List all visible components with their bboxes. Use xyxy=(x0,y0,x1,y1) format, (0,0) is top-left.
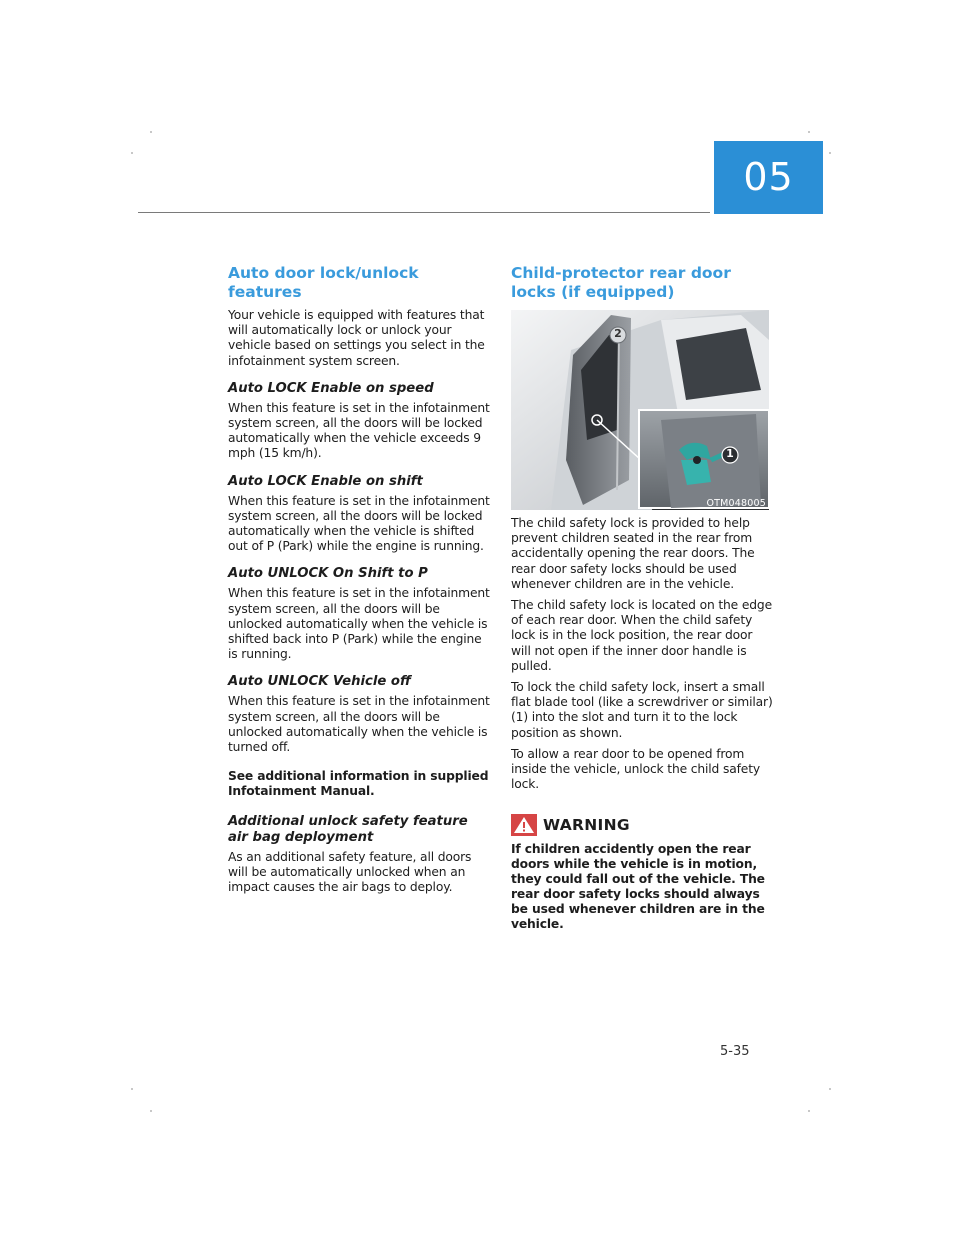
paragraph-unlock-shift-to-p: When this feature is set in the infotainment system screen, all the doors will be unlocked automatically when the vehicle is shifted back into P (Park) while the engine is running. xyxy=(228,586,490,662)
paragraph-unlock-vehicle-off: When this feature is set in the infotainment system screen, all the doors will be unlocked automatically when the vehicle is turned off. xyxy=(228,694,490,755)
subheading-lock-on-speed: Auto LOCK Enable on speed xyxy=(228,380,434,396)
crop-mark xyxy=(808,131,810,133)
section-title-auto-door-lock: Auto door lock/unlock features xyxy=(228,264,419,301)
paragraph-child-lock-purpose: The child safety lock is provided to help prevent children seated in the rear from accidentally opening the rear doors. The rear door safety locks should be used whenever children are in the vehicle. xyxy=(511,516,755,591)
crop-mark xyxy=(829,152,831,154)
warning-text: If children accidently open the rear doors while the vehicle is in motion, they could fall out of the vehicle. The rear door safety locks should always be used whenever children are in the vehicle. xyxy=(511,842,765,932)
child-lock-illustration xyxy=(511,310,769,510)
intro-paragraph: Your vehicle is equipped with features that will automatically lock or unlock your vehicle based on settings you select in the infotainment system screen. xyxy=(228,308,485,368)
crop-mark xyxy=(150,1110,152,1112)
warning-header xyxy=(511,814,773,836)
chapter-number: 05 xyxy=(743,155,794,199)
header-rule xyxy=(138,212,710,213)
warning-triangle-icon xyxy=(511,814,537,836)
chapter-tab xyxy=(714,141,823,214)
paragraph-child-lock-location: The child safety lock is located on the edge of each rear door. When the child safety lock is in the lock position, the rear door will not open if the inner door handle is pulled. xyxy=(511,598,772,673)
callout-label-2: 2 xyxy=(614,327,622,340)
paragraph-lock-on-shift: When this feature is set in the infotainment system screen, all the doors will be locked automatically when the vehicle is shifted out of P (Park) while the engine is running. xyxy=(228,493,490,554)
figure-code: OTM048005 xyxy=(706,498,766,509)
warning-title: WARNING xyxy=(543,816,630,835)
paragraph-lock-on-speed: When this feature is set in the infotainment system screen, all the doors will be locked automatically when the vehicle exceeds 9 mph (15 km/h). xyxy=(228,400,490,461)
callout-label-1: 1 xyxy=(726,447,734,460)
right-column xyxy=(511,264,773,938)
subheading-lock-on-shift: Auto LOCK Enable on shift xyxy=(228,473,423,489)
subheading-airbag-unlock: Additional unlock safety feature air bag deployment xyxy=(228,813,468,845)
page-number: 5-35 xyxy=(720,1044,750,1059)
paragraph-child-lock-how-to-unlock: To allow a rear door to be opened from inside the vehicle, unlock the child safety lock. xyxy=(511,746,761,792)
crop-mark xyxy=(131,152,133,154)
paragraph-airbag-unlock: As an additional safety feature, all doors will be automatically unlocked when an impact causes the air bags to deploy. xyxy=(228,849,472,895)
crop-mark xyxy=(829,1088,831,1090)
crop-mark xyxy=(808,1110,810,1112)
car-rear-door-drawing xyxy=(511,310,769,510)
subheading-unlock-vehicle-off: Auto UNLOCK Vehicle off xyxy=(228,674,411,690)
crop-mark xyxy=(150,131,152,133)
subheading-unlock-shift-to-p: Auto UNLOCK On Shift to P xyxy=(228,566,428,582)
infotainment-note: See additional information in supplied Infotainment Manual. xyxy=(228,769,489,799)
left-column xyxy=(228,264,490,901)
section-title-child-protector: Child-protector rear door locks (if equipped) xyxy=(511,264,731,301)
crop-mark xyxy=(131,1088,133,1090)
paragraph-child-lock-how-to-lock: To lock the child safety lock, insert a small flat blade tool (like a screwdriver or similar) (1) into the slot and turn it to the lock position as shown. xyxy=(511,680,773,740)
